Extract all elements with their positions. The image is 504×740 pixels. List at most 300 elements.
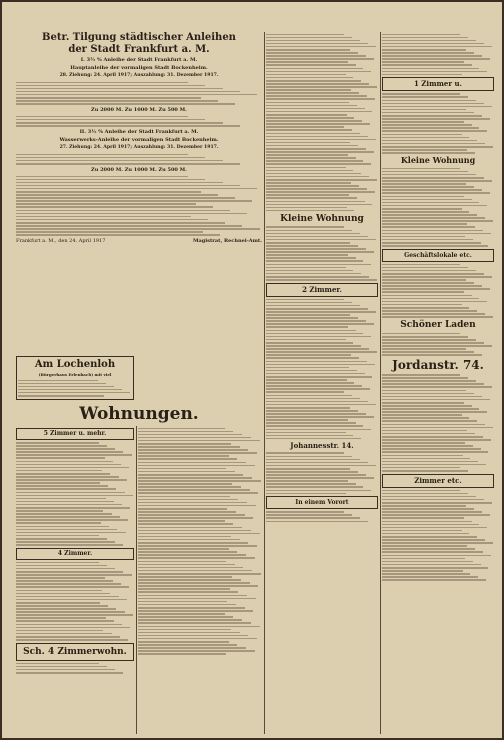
fine-print-row [16, 160, 223, 162]
fine-print-row [16, 219, 208, 221]
right-sec-geschaeftslokale: Geschäftslokale etc. [382, 249, 494, 262]
fine-print-row [138, 462, 246, 464]
fine-print-row [382, 205, 487, 207]
fine-print-row [382, 339, 476, 341]
fine-print-row [266, 34, 344, 36]
fine-print-row [138, 539, 240, 541]
fine-print-row [266, 251, 374, 253]
fine-print-row [382, 301, 487, 303]
fine-print-row [266, 194, 349, 196]
fine-print-row [266, 351, 377, 353]
fine-print-row [382, 448, 481, 450]
fine-print-row [16, 213, 247, 215]
fine-print-row [138, 542, 248, 544]
right-column [382, 32, 494, 734]
fine-print-row [266, 326, 348, 328]
fine-print-row [266, 105, 357, 107]
fine-print-row [266, 210, 354, 212]
fine-print-row [16, 157, 205, 159]
fine-print-row [266, 191, 375, 193]
right-ads-5 [382, 333, 494, 356]
fine-print-row [266, 413, 366, 415]
fine-print-row [138, 474, 243, 476]
fine-print-row [382, 316, 493, 318]
fine-print-row [16, 529, 117, 531]
right-sec-1-zimmer: 1 Zimmer u. [382, 77, 494, 91]
fine-print-row [138, 557, 255, 559]
fine-print-row [16, 216, 191, 218]
fine-print-row [16, 636, 120, 638]
fine-print-row [138, 595, 247, 597]
fine-print-row [16, 88, 223, 90]
big-ad-body [16, 663, 134, 674]
fine-print-row [382, 511, 482, 513]
fine-print-row [382, 168, 460, 170]
fine-print-row [138, 455, 229, 457]
fine-print-row [382, 74, 462, 76]
fine-print-row [138, 619, 242, 621]
fine-print-row [266, 64, 356, 66]
fine-print-row [382, 455, 463, 457]
fine-print-row [16, 602, 100, 604]
fine-print-row [382, 143, 485, 145]
fine-print-row [382, 189, 482, 191]
fine-print-row [382, 186, 474, 188]
notice-title-line1: Betr. Tilgung städtischer Anleihen [42, 32, 236, 43]
fine-print-row [382, 124, 472, 126]
notice-box [16, 356, 134, 400]
fine-print-row [138, 582, 250, 584]
fine-print-row [266, 236, 368, 238]
fine-print-row [266, 92, 359, 94]
fine-print-row [16, 669, 115, 671]
fine-print-row [382, 230, 483, 232]
fine-print-row [16, 176, 188, 178]
fine-print-row [382, 130, 487, 132]
fine-print-row [382, 499, 484, 501]
fine-print-row [16, 599, 127, 601]
fine-print-row [382, 433, 475, 435]
notice-draw2: 27. Ziehung: 24. April 1917; Auszahlung: 31. Dezember 1917. [59, 145, 219, 151]
fine-print-row [382, 458, 470, 460]
fine-print-row [138, 520, 225, 522]
fine-print-row [382, 223, 467, 225]
fine-print-row [16, 630, 103, 632]
fine-print-row [382, 424, 485, 426]
fine-print-row [382, 43, 484, 45]
fine-print-row [382, 405, 472, 407]
fine-print-row [382, 390, 466, 392]
fine-print-row [138, 511, 236, 513]
fine-print-row [382, 521, 472, 523]
fine-print-row [266, 468, 350, 470]
fine-print-row [266, 167, 346, 169]
small-heading-4-zimmer: 4 Zimmer. [16, 548, 134, 560]
fine-print-row [138, 576, 232, 578]
fine-print-row [266, 129, 352, 131]
fine-print-row [16, 562, 99, 564]
fine-print-row [16, 627, 130, 629]
fine-print-row [382, 61, 464, 63]
fine-print-row [266, 111, 372, 113]
fine-print-row [16, 666, 107, 668]
fine-print-row [382, 68, 479, 70]
fine-print-row [266, 336, 371, 338]
fine-print-row [266, 459, 360, 461]
fine-print-row [266, 120, 362, 122]
fine-print-row [266, 456, 352, 458]
fine-print-row [382, 351, 474, 353]
fine-print-row [266, 320, 366, 322]
fine-print-row [382, 40, 476, 42]
ads-4-zimmer [16, 562, 134, 641]
fine-print-row [382, 530, 462, 532]
fine-print-row [382, 58, 490, 60]
fine-print-row [266, 407, 350, 409]
fine-print-row [266, 68, 363, 70]
fine-print-row [382, 411, 487, 413]
fine-print-row [138, 591, 238, 593]
fine-print-row [138, 496, 230, 498]
fine-print-row [138, 431, 233, 433]
fine-print-row [266, 179, 377, 181]
fine-print-row [138, 499, 238, 501]
fine-print-row [382, 536, 477, 538]
fine-print-row [266, 204, 372, 206]
fine-print-row [138, 601, 227, 603]
fine-print-row [266, 142, 350, 144]
notice-signature: Magistrat, Rechnei-Amt. [193, 238, 262, 245]
fine-print-row [382, 342, 484, 344]
fine-print-row [266, 395, 352, 397]
fine-print-row [16, 179, 205, 181]
fine-print-row [16, 639, 128, 641]
fine-print-row [18, 395, 104, 397]
fine-print-row [16, 116, 188, 118]
fine-print-row [382, 430, 467, 432]
fine-print-row [382, 171, 468, 173]
fine-print-row [382, 115, 482, 117]
fine-print-row [382, 451, 488, 453]
divider-3 [136, 426, 137, 734]
fine-print-row [382, 177, 484, 179]
fine-print-row [16, 457, 105, 459]
fine-print-row [16, 507, 130, 509]
middle-ad-johannesstr: Johannesstr. 14. [290, 440, 354, 450]
fine-print-row [266, 462, 368, 464]
fine-print-row [382, 551, 483, 553]
fine-print-row [138, 570, 252, 572]
fine-print-row [266, 207, 347, 209]
fine-print-row [266, 299, 344, 301]
fine-print-row [382, 226, 475, 228]
fine-print-row [16, 228, 260, 230]
fine-print-row [266, 435, 353, 437]
fine-print-row [266, 474, 366, 476]
fine-print-row [266, 52, 358, 54]
fine-print-row [382, 295, 472, 297]
notice-sub1: I. 3½ % Anleihe der Stadt Frankfurt a. M. [80, 57, 198, 63]
fine-print-row [16, 119, 205, 121]
fine-print-row [382, 533, 469, 535]
fine-print-row [138, 527, 242, 529]
fine-print-row [382, 399, 490, 401]
fine-print-row [266, 339, 346, 341]
fine-print-row [382, 442, 465, 444]
fine-print-row [16, 568, 115, 570]
fine-print-row [266, 410, 358, 412]
fine-print-row [266, 361, 367, 363]
fine-print-row [382, 420, 477, 422]
fine-print-row [266, 438, 361, 440]
fine-print-row [16, 203, 196, 205]
notice-sub2: Hauptanleihe der vormaligen Stadt Bockenheim. [70, 65, 208, 71]
fine-print-row [138, 492, 258, 494]
divider-2 [380, 32, 381, 734]
big-ad-4-zimmerwohnung: Sch. 4 Zimmerwohn. [16, 643, 134, 661]
fine-print-row [266, 61, 348, 63]
fine-print-row [382, 539, 485, 541]
notice-draw1: 28. Ziehung: 24. April 1917; Auszahlung: 31. Dezember 1917. [59, 73, 219, 78]
fine-print-row [382, 242, 481, 244]
fine-print-row [138, 434, 242, 436]
right-sec-zimmer-etc: Zimmer etc. [382, 474, 494, 488]
fine-print-row [382, 393, 474, 395]
fine-print-row [266, 493, 346, 495]
fine-print-row [16, 620, 114, 622]
notice-box-sub: (Bürgerhaus Erlenbach) mit viel [38, 372, 112, 377]
notice-box-body [18, 380, 132, 397]
fine-print-row [16, 182, 223, 184]
notice-amounts2: Zu 2000 M. Zu 1000 M. Zu 500 M. [91, 167, 187, 173]
notice-box-title: Am Lochenloh [34, 359, 116, 370]
fine-print-row [16, 605, 108, 607]
fine-print-row [138, 446, 240, 448]
fine-print-row [138, 502, 247, 504]
fine-print-row [266, 276, 369, 278]
fine-print-row [138, 551, 237, 553]
fine-print-row [382, 467, 460, 469]
fine-print-row [382, 273, 484, 275]
fine-print-row [382, 239, 473, 241]
fine-print-row [266, 452, 344, 454]
fine-print-row [266, 419, 348, 421]
fine-print-row [382, 408, 479, 410]
newspaper-page [2, 2, 502, 738]
fine-print-row [16, 614, 133, 616]
fine-print-row [138, 477, 252, 479]
fine-print-row [266, 145, 358, 147]
fine-print-row [138, 616, 233, 618]
fine-print-row [138, 610, 253, 612]
fine-print-row [266, 267, 346, 269]
fine-print-row [266, 242, 350, 244]
fine-print-row [138, 428, 225, 430]
fine-print-row [16, 498, 106, 500]
fine-print-row [138, 554, 246, 556]
fine-print-row [266, 264, 371, 266]
fine-print-row [16, 185, 240, 187]
fine-print-row [16, 495, 133, 497]
fine-print-row [266, 71, 371, 73]
fine-print-row [16, 188, 257, 190]
fine-print-row [266, 404, 376, 406]
left-column-ads [16, 426, 134, 734]
fine-print-row [382, 310, 477, 312]
fine-print-row [138, 437, 251, 439]
fine-print-row [16, 574, 132, 576]
fine-print-row [138, 548, 229, 550]
middle-ads-3 [266, 299, 378, 440]
fine-print-row [138, 508, 227, 510]
fine-print-row [266, 511, 344, 513]
fine-print-row [382, 109, 466, 111]
fine-print-row [382, 386, 492, 388]
fine-print-row [382, 570, 463, 572]
fine-print-row [16, 454, 132, 456]
fine-print-row [266, 391, 344, 393]
fine-print-row [382, 377, 468, 379]
fine-print-row [16, 451, 123, 453]
right-ads-2 [382, 93, 494, 153]
fine-print-row [266, 432, 346, 434]
fine-print-row [16, 485, 108, 487]
fine-print-row [382, 436, 483, 438]
fine-print-row [382, 121, 464, 123]
fine-print-row [138, 567, 243, 569]
fine-print-row [266, 385, 362, 387]
fine-print-row [16, 535, 99, 537]
fine-print-row [382, 402, 464, 404]
fine-print-row [16, 197, 235, 199]
fine-print-row [16, 580, 113, 582]
notice-list-3 [16, 154, 262, 165]
fine-print-row [16, 633, 112, 635]
fine-print-row [382, 217, 485, 219]
fine-print-row [16, 461, 113, 463]
fine-print-row [382, 285, 482, 287]
fine-print-row [382, 199, 472, 201]
fine-print-row [382, 152, 475, 154]
fine-print-row [382, 208, 462, 210]
fine-print-row [138, 641, 229, 643]
fine-print-row [382, 174, 476, 176]
fine-print-row [138, 489, 250, 491]
fine-print-row [382, 579, 486, 581]
fine-print-row [382, 298, 479, 300]
fine-print-row [266, 323, 374, 325]
fine-print-row [382, 514, 490, 516]
middle-ads-5 [266, 511, 378, 522]
fine-print-row [382, 567, 488, 569]
fine-print-row [16, 154, 188, 156]
fine-print-row [382, 527, 487, 529]
fine-print-row [266, 95, 367, 97]
fine-print-row [382, 118, 490, 120]
fine-print-row [138, 622, 251, 624]
fine-print-row [382, 508, 474, 510]
fine-print-row [16, 532, 126, 534]
fine-print-row [16, 103, 235, 105]
fine-print-row [138, 458, 237, 460]
fine-print-row [382, 134, 462, 136]
fine-print-row [16, 476, 119, 478]
fine-print-row [382, 545, 467, 547]
fine-print-row [16, 470, 102, 472]
fine-print-row [382, 573, 470, 575]
fine-print-row [138, 626, 260, 628]
fine-print-row [266, 471, 358, 473]
fine-print-row [16, 82, 188, 84]
fine-print-row [16, 473, 110, 475]
fine-print-row [266, 55, 366, 57]
fine-print-row [382, 304, 462, 306]
fine-print-row [382, 100, 476, 102]
fine-print-row [18, 380, 98, 382]
fine-print-row [138, 530, 251, 532]
fine-print-row [16, 488, 116, 490]
fine-print-row [266, 43, 368, 45]
fine-print-row [382, 558, 465, 560]
fine-print-row [266, 345, 361, 347]
fine-print-row [266, 364, 375, 366]
fine-print-row [138, 561, 226, 563]
fine-print-row [266, 245, 358, 247]
notice-title-line2: der Stadt Frankfurt a. M. [68, 44, 210, 55]
fine-print-row [138, 604, 236, 606]
fine-print-row [382, 37, 468, 39]
fine-print-row [266, 136, 368, 138]
right-ads-7 [382, 490, 494, 581]
fine-print-row [138, 588, 230, 590]
fine-print-row [138, 523, 233, 525]
middle-ads-4 [266, 452, 378, 494]
fine-print-row [266, 185, 359, 187]
fine-print-row [138, 443, 231, 445]
fine-print-row [16, 590, 102, 592]
fine-print-row [138, 471, 235, 473]
fine-print-row [138, 545, 257, 547]
fine-print-row [266, 77, 353, 79]
fine-print-row [16, 206, 213, 208]
fine-print-row [382, 46, 492, 48]
fine-print-row [382, 96, 468, 98]
fine-print-row [266, 239, 376, 241]
fine-print-row [16, 442, 99, 444]
fine-print-row [138, 629, 231, 631]
fine-print-row [16, 510, 103, 512]
fine-print-row [266, 373, 365, 375]
fine-print-row [382, 464, 486, 466]
fine-print-row [382, 103, 484, 105]
ads-5-zimmer [16, 442, 134, 546]
fine-print-row [266, 197, 357, 199]
fine-print-row [266, 83, 369, 85]
fine-print-row [16, 222, 225, 224]
fine-print-row [266, 308, 368, 310]
fine-print-row [266, 148, 366, 150]
fine-print-row [266, 330, 356, 332]
fine-print-row [382, 34, 460, 36]
fine-print-row [382, 233, 491, 235]
fine-print-row [16, 94, 257, 96]
fine-print-row [16, 504, 122, 506]
fine-print-row [16, 448, 115, 450]
fine-print-row [382, 106, 492, 108]
fine-print-row [138, 514, 245, 516]
fine-print-row [266, 37, 352, 39]
right-ad-schoener-laden: Schöner Laden [400, 320, 476, 331]
